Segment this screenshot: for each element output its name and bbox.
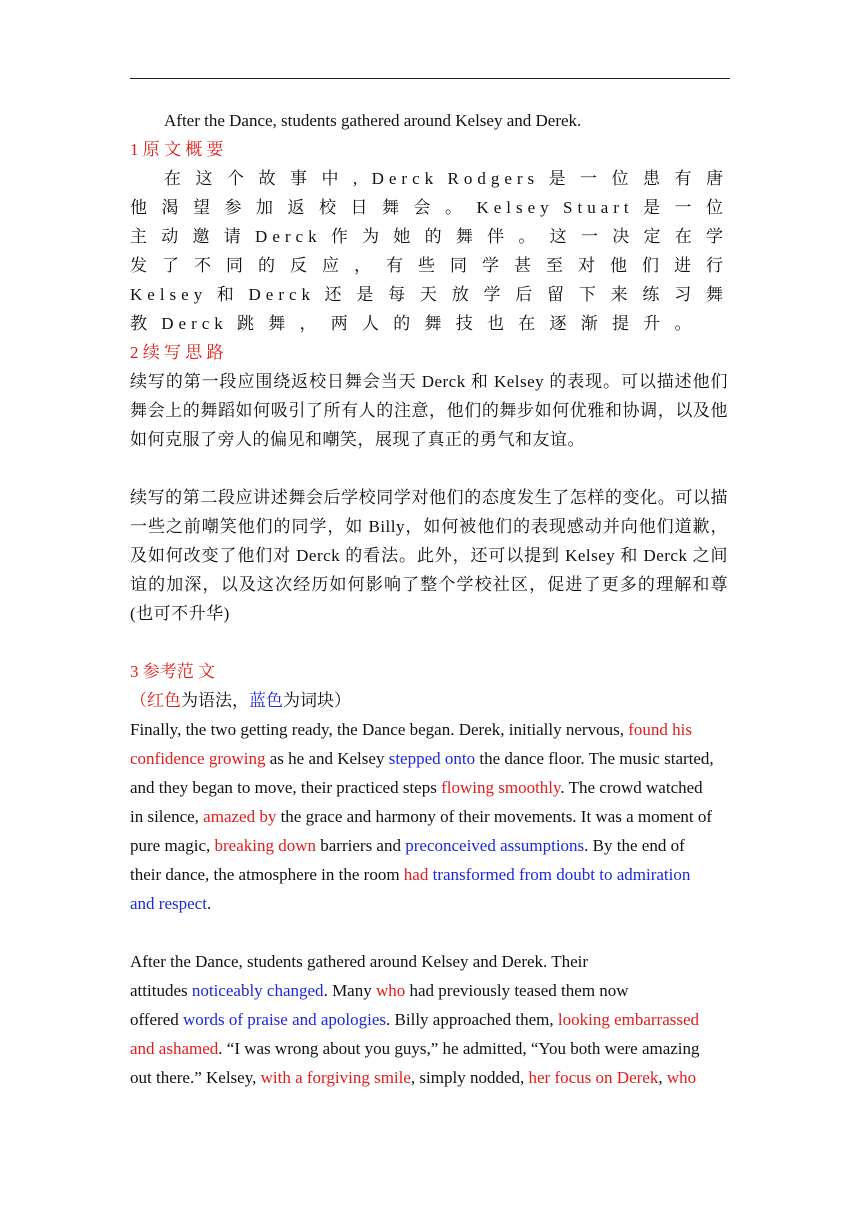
essay-p1-line-7	[130, 889, 728, 918]
text-run: . “I was wrong about you guys,” he admitted, “You both were amazing	[218, 1039, 700, 1058]
sec1-line-6: 教 Derck 跳 舞 ， 两 人 的 舞 技 也 在 逐 渐 提 升 。	[130, 314, 697, 333]
text-run: ,	[658, 1068, 667, 1087]
text-run: . By the end of	[584, 836, 685, 855]
top-line: After the Dance, students gathered around Kelsey and Derek.	[164, 111, 582, 130]
legend-red-word: 红色	[147, 691, 181, 710]
sec2-p2-line-1: 续写的第二段应讲述舞会后学校同学对他们的态度发生了怎样的变化。可以描	[130, 488, 728, 507]
phrase-highlight: noticeably changed	[191, 981, 324, 1000]
legend-open: （	[130, 691, 147, 710]
grammar-highlight: her focus on Derek	[528, 1068, 659, 1087]
essay-p2-line-4	[130, 1034, 728, 1063]
sec2-p2-line-4: 谊的加深，以及这次经历如何影响了整个学校社区，促进了更多的理解和尊	[130, 575, 728, 594]
sec1-line-5: Kelsey 和 Derck 还 是 每 天 放 学 后 留 下 来 练 习 舞	[130, 285, 728, 304]
essay-p2-line-2	[130, 976, 728, 1005]
sec2-p1-line-3: 如何克服了旁人的偏见和嘲笑，展现了真正的勇气和友谊。	[130, 430, 585, 449]
text-run: in silence,	[130, 807, 204, 826]
phrase-highlight: preconceived assumptions	[405, 836, 585, 855]
grammar-highlight: found his	[628, 720, 692, 739]
sec1-line-1: 在 这 个 故 事 中 , Derck Rodgers 是 一 位 患 有 唐	[164, 169, 728, 188]
essay-p1-line-2	[130, 744, 728, 773]
text-run: had previously teased them now	[405, 981, 629, 1000]
text-run: . Many	[323, 981, 376, 1000]
section-1-heading: 1 原 文 概 要	[130, 140, 224, 159]
text-run: Finally, the two getting ready, the Dance began. Derek, initially nervous,	[130, 720, 629, 739]
grammar-highlight: breaking down	[214, 836, 317, 855]
essay-p2-line-3	[130, 1005, 728, 1034]
paragraph-gap	[130, 918, 728, 947]
text-run: . Billy approached them,	[386, 1010, 558, 1029]
grammar-highlight: who	[666, 1068, 697, 1087]
document-body	[130, 106, 728, 1092]
grammar-highlight: with a forgiving smile	[260, 1068, 411, 1087]
sec2-p1-line-2: 舞会上的舞蹈如何吸引了所有人的注意，他们的舞步如何优雅和协调，以及他	[130, 401, 728, 420]
text-run: attitudes	[130, 981, 192, 1000]
text-run: , simply nodded,	[410, 1068, 529, 1087]
phrase-highlight: transformed from doubt to admiration	[428, 865, 691, 884]
sec2-p2-line-2: 一些之前嘲笑他们的同学，如 Billy，如何被他们的表现感动并向他们道歉，	[130, 517, 728, 536]
color-legend	[130, 686, 728, 715]
legend-red-desc: 为语法，	[181, 691, 249, 710]
paragraph-gap	[130, 454, 728, 483]
section-3-heading: 3 参考范 文	[130, 662, 215, 681]
grammar-highlight: flowing smoothly	[441, 778, 561, 797]
grammar-highlight: amazed by	[203, 807, 277, 826]
sec1-line-4: 发 了 不 同 的 反 应 ， 有 些 同 学 甚 至 对 他 们 进 行	[130, 256, 728, 275]
sec2-p2-line-5: (也可不升华)	[130, 604, 230, 623]
text-run: the grace and harmony of their movements. It was a moment of	[276, 807, 713, 826]
text-run: their dance, the atmosphere in the room	[130, 865, 404, 884]
essay-p2-line-1: After the Dance, students gathered around Kelsey and Derek. Their	[130, 952, 589, 971]
essay-p1-line-6	[130, 860, 728, 889]
grammar-highlight: had	[403, 865, 429, 884]
text-run: .	[206, 894, 212, 913]
text-run: out there.” Kelsey,	[130, 1068, 261, 1087]
text-run: as he and Kelsey	[265, 749, 389, 768]
essay-p1-line-1	[130, 715, 728, 744]
grammar-highlight: looking embarrassed	[557, 1010, 700, 1029]
text-run: offered	[130, 1010, 184, 1029]
text-run: barriers and	[316, 836, 406, 855]
section-2-heading: 2 续 写 思 路	[130, 343, 224, 362]
header-rule	[130, 78, 730, 79]
grammar-highlight: and ashamed	[130, 1039, 219, 1058]
grammar-highlight: confidence growing	[130, 749, 266, 768]
essay-p1-line-3	[130, 773, 728, 802]
text-run: . The crowd watched	[560, 778, 703, 797]
essay-p2-line-5	[130, 1063, 728, 1092]
phrase-highlight: and respect	[130, 894, 207, 913]
phrase-highlight: stepped onto	[388, 749, 476, 768]
sec1-line-2: 他 渴 望 参 加 返 校 日 舞 会 。 Kelsey Stuart 是 一 位	[130, 198, 728, 217]
text-run: pure magic,	[130, 836, 215, 855]
sec1-line-3: 主 动 邀 请 Derck 作 为 她 的 舞 伴 。 这 一 决 定 在 学	[130, 227, 728, 246]
grammar-highlight: who	[375, 981, 406, 1000]
legend-blue-word: 蓝色	[249, 691, 283, 710]
text-run: and they began to move, their practiced steps	[130, 778, 442, 797]
essay-p1-line-4	[130, 802, 728, 831]
phrase-highlight: words of praise and apologies	[183, 1010, 387, 1029]
sec2-p1-line-1: 续写的第一段应围绕返校日舞会当天 Derck 和 Kelsey 的表现。可以描述他们	[130, 372, 728, 391]
legend-blue-desc: 为词块）	[283, 691, 351, 710]
text-run: the dance floor. The music started,	[475, 749, 714, 768]
essay-p1-line-5	[130, 831, 728, 860]
sec2-p2-line-3: 及如何改变了他们对 Derck 的看法。此外，还可以提到 Kelsey 和 Derck 之间	[130, 546, 728, 565]
paragraph-gap	[130, 628, 728, 657]
